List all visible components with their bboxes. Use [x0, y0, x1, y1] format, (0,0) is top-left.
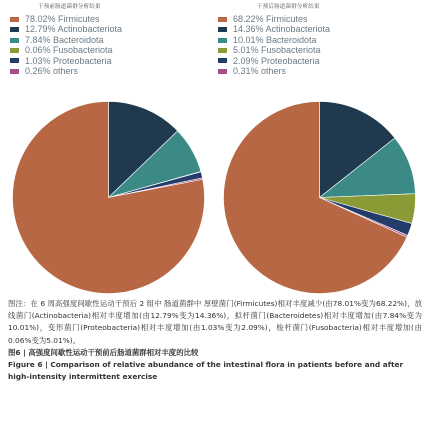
legend-item — [218, 14, 330, 24]
legend-label: 1.03% Proteobacteria — [25, 55, 112, 66]
legend-swatch — [10, 58, 19, 63]
legend-label: 7.84% Bacteroidota — [25, 34, 104, 45]
legend-item — [10, 45, 122, 55]
legend-item — [10, 66, 122, 76]
legend-label: 0.06% Fusobacteriota — [25, 45, 113, 56]
figure-label-cn: 图6 | 高强度间歇性运动干预前后肠道菌群相对丰度的比较 — [8, 347, 199, 357]
legend-item — [218, 56, 330, 66]
left-panel-title: 干预前肠道菌群分析结果 — [38, 4, 101, 10]
figure-label-en: Figure 6 | Comparison of relative abundance of the intestinal flora in patients before and after high-intensity intermittent exercise — [8, 360, 404, 382]
legend-swatch — [218, 69, 227, 74]
legend-label: 78.02% Firmicutes — [25, 14, 100, 24]
legend-item — [10, 14, 122, 24]
legend-label: 0.31% others — [233, 66, 287, 77]
legend-swatch — [10, 38, 19, 43]
legend-swatch — [10, 69, 19, 74]
legend-swatch — [218, 17, 227, 22]
legend-label: 5.01% Fusobacteriota — [233, 45, 321, 56]
legend-item — [218, 66, 330, 76]
legend-item — [10, 35, 122, 45]
left-legend — [10, 14, 122, 76]
right-pie-chart — [222, 100, 417, 295]
legend-label: 68.22% Firmicutes — [233, 14, 308, 24]
left-pie-chart — [11, 100, 206, 295]
right-legend — [218, 14, 330, 76]
legend-swatch — [10, 17, 19, 22]
legend-item — [10, 24, 122, 34]
legend-label: 10.01% Bacteroidota — [233, 34, 317, 45]
legend-label: 14.36% Actinobacteriota — [233, 24, 331, 35]
legend-item — [218, 35, 330, 45]
legend-item — [218, 24, 330, 34]
legend-item — [218, 45, 330, 55]
legend-swatch — [218, 58, 227, 63]
right-panel-title: 干预后肠道菌群分析结果 — [257, 4, 320, 10]
legend-item — [10, 56, 122, 66]
legend-swatch — [10, 48, 19, 53]
legend-label: 0.26% others — [25, 66, 79, 77]
caption-text-cn: 图注：在 6 周高强度间歇性运动干预后 2 组中 肠道菌群中 厚壁菌门(Firmicutes)相对丰度减少(由78.01%变为68.22%)，放线菌门(Actinobacteria)相对丰度增加(由12.79%变为14.36%)，拟杆菌门(Bacteroidetes)相对丰度增加(由7.84%变为10.01%)，变形菌门(Proteobacteria)相对丰度增加(由1.03%变为2.09%)，梭杆菌门(Fusobacteria)相对丰度增加(由0.06%变为5.01%)。 — [8, 299, 422, 345]
legend-swatch — [10, 27, 19, 32]
figure-caption — [8, 298, 422, 383]
legend-label: 12.79% Actinobacteriota — [25, 24, 123, 35]
legend-swatch — [218, 48, 227, 53]
legend-label: 2.09% Proteobacteria — [233, 55, 320, 66]
legend-swatch — [218, 27, 227, 32]
legend-swatch — [218, 38, 227, 43]
